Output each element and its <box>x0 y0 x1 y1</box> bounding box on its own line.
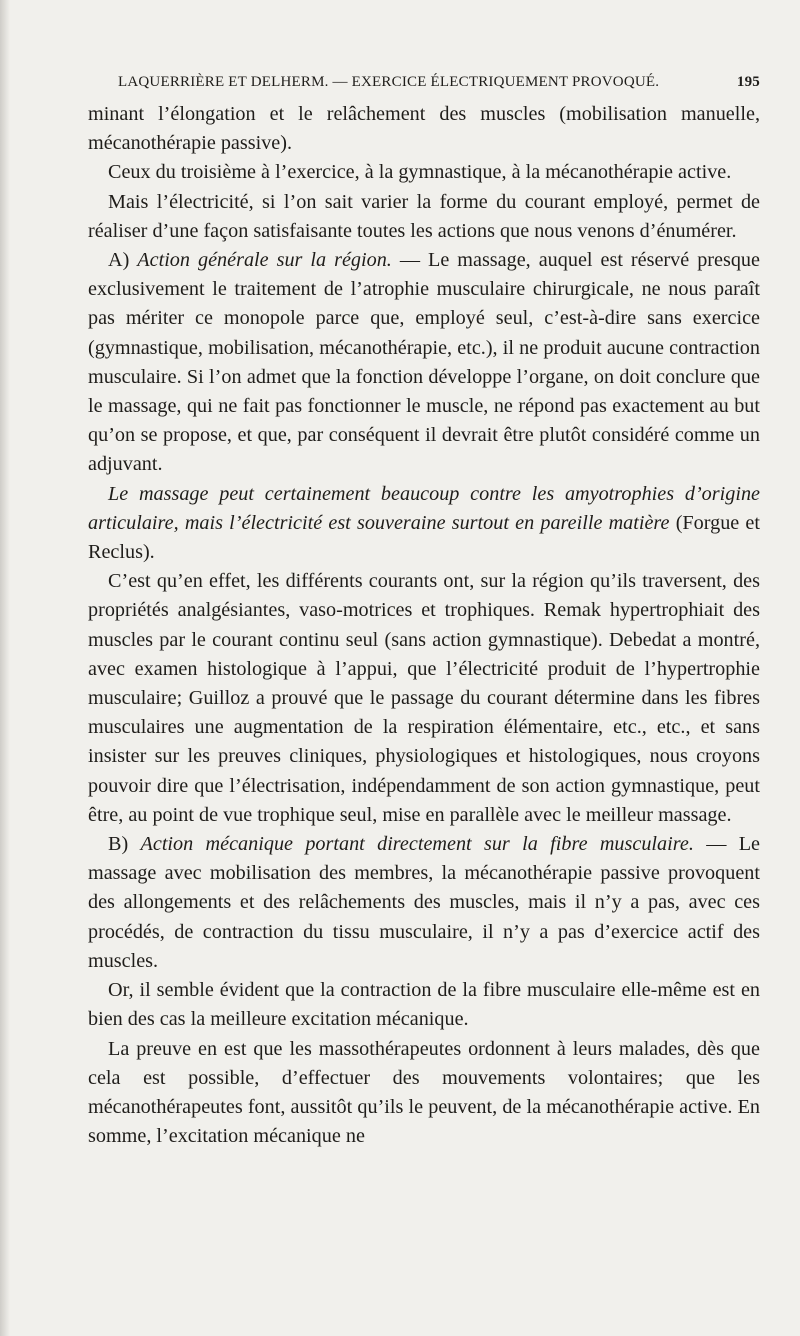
text-segment: Ceux du troisième à l’exercice, à la gymnastique, à la mécanothérapie active. <box>108 161 732 184</box>
paragraph <box>88 480 760 568</box>
paragraph <box>88 158 760 187</box>
text-segment: B) <box>108 833 141 856</box>
paragraph <box>88 976 760 1034</box>
text-segment: — Le massage avec mobilisation des membres, la mécanothérapie passive provoquent des allongements et des relâchements des muscles, mais il n’y a pas, avec ces procédés, de contraction du tissu musculaire, il n’y a pas d’exercice actif des muscles. <box>88 833 761 972</box>
text-segment: (Forgue et Reclus). <box>88 511 760 564</box>
text-segment: C’est qu’en effet, les différents courants ont, sur la région qu’ils traversent, des propriétés analgésiantes, vaso-motrices et trophiques. Remak hypertrophiait des muscles par le courant continu seul (sans action gymnastique). Debedat a montré, avec examen histologique à l’appui, que l’électricité produit de l’hypertrophie musculaire; Guilloz a prouvé que le passage du courant détermine dans les fibres musculaires une augmentation de la respiration élémentaire, etc., etc., et sans insister sur les preuves cliniques, physiologiques et histologiques, nous croyons pouvoir dire que l’électrisation, indépendamment de son action gymnastique, peut être, au point de vue trophique seul, mise en parallèle avec le meilleur massage. <box>88 570 760 826</box>
italic-text: Action générale sur la région. <box>137 249 392 272</box>
paragraph <box>88 188 760 246</box>
running-head <box>88 68 760 100</box>
text-segment: A) <box>108 249 138 272</box>
scan-edge <box>0 0 10 1336</box>
paragraph <box>88 100 760 158</box>
italic-text: Le massage peut certainement beaucoup contre les amyotrophies d’origine articulaire, mais l’électricité est souveraine surtout en pareille matière <box>88 482 760 534</box>
paragraph <box>88 246 760 480</box>
paragraph <box>88 1035 760 1152</box>
running-title: LAQUERRIÈRE ET DELHERM. — EXERCICE ÉLECTRIQUEMENT PROVOQUÉ. <box>118 74 660 90</box>
text-segment: La preuve en est que les massothérapeutes ordonnent à leurs malades, dès que cela est possible, d’effectuer des mouvements volontaires; que les mécanothérapeutes font, aussitôt qu’ils le peuvent, de la mécanothérapie active. En somme, l’excitation mécanique ne <box>88 1037 760 1148</box>
text-segment: — Le massage, auquel est réservé presque exclusivement le traitement de l’atrophie musculaire chirurgicale, ne nous paraît pas mériter ce monopole parce que, employé seul, c’est-à-dire sans exercice (gymnastique, mobilisation, mécanothérapie, etc.), il ne produit aucune contraction musculaire. Si l’on admet que la fonction développe l’organe, on doit conclure que le massage, qui ne fait pas fonctionner le muscle, ne répond pas exactement au but qu’on se propose, et que, par conséquent il devrait être plutôt considéré comme un adjuvant. <box>88 249 760 476</box>
paragraph <box>88 567 760 830</box>
body-text <box>88 100 760 1151</box>
text-segment: minant l’élongation et le relâchement des muscles (mobilisation manuelle, mécanothérapie passive). <box>88 103 760 155</box>
text-segment: Or, il semble évident que la contraction de la fibre musculaire elle-même est en bien des cas la meilleure excitation mécanique. <box>88 979 760 1031</box>
book-page <box>88 68 760 1151</box>
paragraph <box>88 830 760 976</box>
text-segment: Mais l’électricité, si l’on sait varier la forme du courant employé, permet de réaliser d’une façon satisfaisante toutes les actions que nous venons d’énumérer. <box>88 190 760 242</box>
italic-text: Action mécanique portant directement sur la fibre musculaire. <box>140 833 694 856</box>
page-number: 195 <box>736 74 760 90</box>
